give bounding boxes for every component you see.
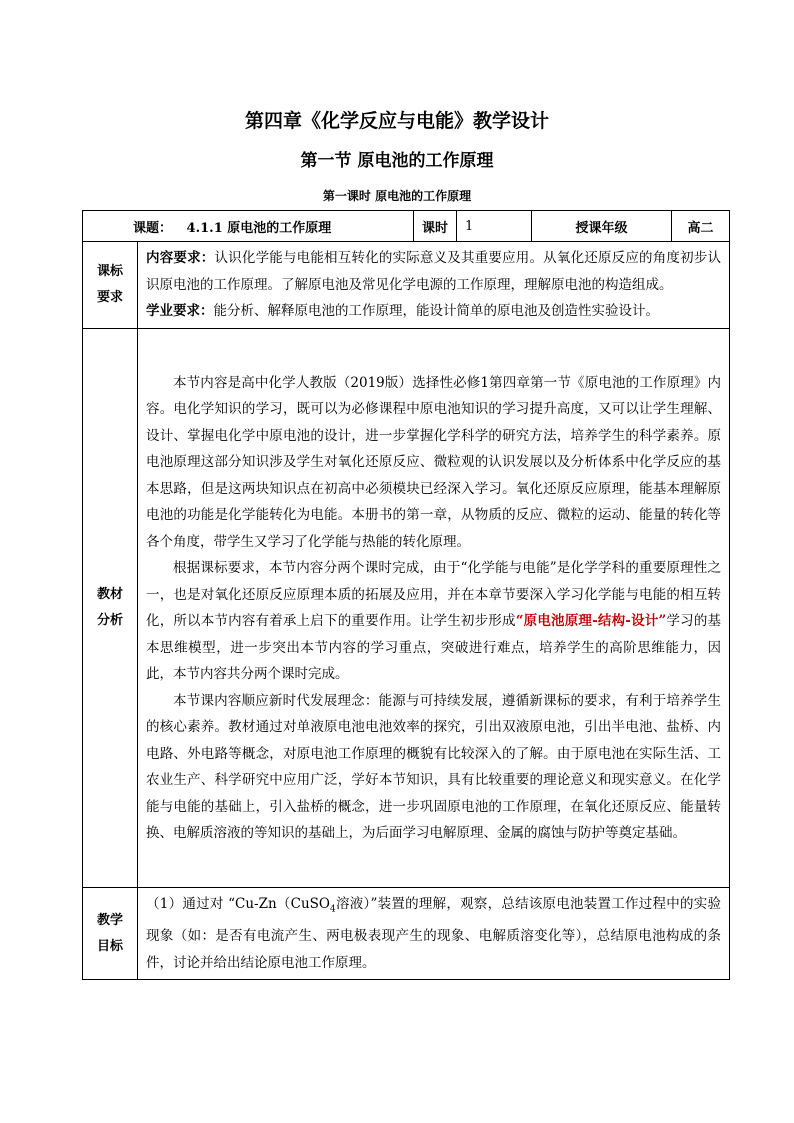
analysis-content bbox=[138, 329, 730, 888]
objectives-label-2: 目标 bbox=[96, 938, 123, 954]
header-row bbox=[83, 211, 730, 242]
objectives-content bbox=[138, 888, 730, 980]
objective-subscript: 4 bbox=[330, 904, 336, 915]
standards-label bbox=[83, 242, 138, 329]
period-label: 课时 bbox=[414, 211, 457, 242]
analysis-paragraph-3: 本节课内容顺应新时代发展理念：能源与可持续发展，遵循新课标的要求，有利于培养学生的核心素养。教材通过对单液原电池电池效率的探究，引出双液原电池，引出半电池、盐桥、内电路、外电路等概念，对原电池工作原理的概貌有比较深入的了解。由于原电池在实际生活、工农业生产、科学研究中应用广泛，学好本节知识，具有比较重要的理论意义和现实意义。在化学能与电能的基础上，引入盐桥的概念，进一步巩固原电池的工作原理，在氧化还原反应、能量转换、电解质溶液的等知识的基础上，为后面学习电解原理、金属的腐蚀与防护等奠定基础。 bbox=[146, 692, 722, 841]
lesson-plan-table bbox=[82, 210, 730, 980]
objectives-row bbox=[83, 888, 730, 980]
analysis-paragraph-1: 本节内容是高中化学人教版（2019版）选择性必修1第四章第一节《原电池的工作原理》内容。电化学知识的学习，既可以为必修课程中原电池知识的学习提升高度，又可以让学生理解、设计、掌握电化学中原电池的设计，进一步掌握化学科学的研究方法，培养学生的科学素养。原电池原理这部分知识涉及学生对氧化还原反应、微粒观的认识发展以及分析体系中化学反应的基本思路，但是这两块知识点在初高中必须模块已经深入学习。氧化还原反应原理，能基本理解原电池的功能是化学能转化为电能。本册书的第一章，从物质的反应、微粒的运动、能量的转化等各个角度，带学生又学习了化学能与热能的转化原理。 bbox=[146, 374, 722, 550]
analysis-label-1: 教材 bbox=[96, 587, 123, 602]
standards-label-1: 课标 bbox=[96, 264, 123, 279]
thinking-model-highlight: “原电池原理-结构-设计” bbox=[515, 613, 667, 629]
standards-row bbox=[83, 242, 730, 329]
objective-text-b: 溶液）”装置的理解，观察，总结该原电池装置工作过程中的实验现象（如：是否有电流产生、两电极表现产生的现象、电解质溶变化等），总结原电池构成的条件，讨论并给出结论原电池工作原理。 bbox=[146, 896, 722, 971]
analysis-label-2: 分析 bbox=[96, 613, 123, 628]
analysis-label bbox=[83, 329, 138, 888]
course-cell bbox=[83, 211, 414, 242]
section-title: 第一节 原电池的工作原理 bbox=[300, 151, 494, 171]
objectives-label-1: 教学 bbox=[96, 912, 123, 928]
lesson-title: 第一课时 原电池的工作原理 bbox=[322, 189, 472, 203]
course-label: 课题： bbox=[133, 220, 173, 236]
analysis-paragraph-2-b: 学习的基本思维模型，进一步突出本节内容的学习重点，突破进行难点，培养学生的高阶思维能力，因此，本节内容共分两个课时完成。 bbox=[146, 613, 722, 682]
objective-text-a: （1）通过对 “Cu-Zn（CuSO bbox=[146, 896, 330, 912]
standards-content bbox=[138, 242, 730, 329]
analysis-row bbox=[83, 329, 730, 888]
course-value: 4.1.1 原电池的工作原理 bbox=[186, 220, 332, 236]
grade-label: 授课年级 bbox=[532, 211, 672, 242]
objectives-label bbox=[83, 888, 138, 980]
document-title: 第四章《化学反应与电能》教学设计 bbox=[244, 110, 549, 132]
period-value: 1 bbox=[457, 211, 532, 242]
content-requirement-text: 认识化学能与电能相互转化的实际意义及其重要应用。从氧化还原反应的角度初步认识原电池的工作原理。了解原电池及常见化学电源的工作原理，理解原电池的构造组成。 bbox=[146, 250, 722, 293]
analysis-paragraph-2-a: 根据课标要求，本节内容分两个课时完成，由于“化学能与电能”是化学学科的重要原理性之一，也是对氧化还原反应原理本质的拓展及应用，并在本章节要深入学习化学能与电能的相互转化，所以本节内容有着承上启下的重要作用。让学生初步形成 bbox=[146, 560, 722, 629]
standards-label-2: 要求 bbox=[96, 290, 123, 305]
content-requirement-label: 内容要求： bbox=[146, 250, 215, 267]
analysis-paragraph-2 bbox=[146, 555, 721, 688]
academic-requirement-label: 学业要求： bbox=[146, 303, 214, 320]
grade-value: 高二 bbox=[672, 211, 730, 242]
academic-requirement-text: 能分析、解释原电池的工作原理，能设计简单的原电池及创造性实验设计。 bbox=[213, 303, 659, 320]
